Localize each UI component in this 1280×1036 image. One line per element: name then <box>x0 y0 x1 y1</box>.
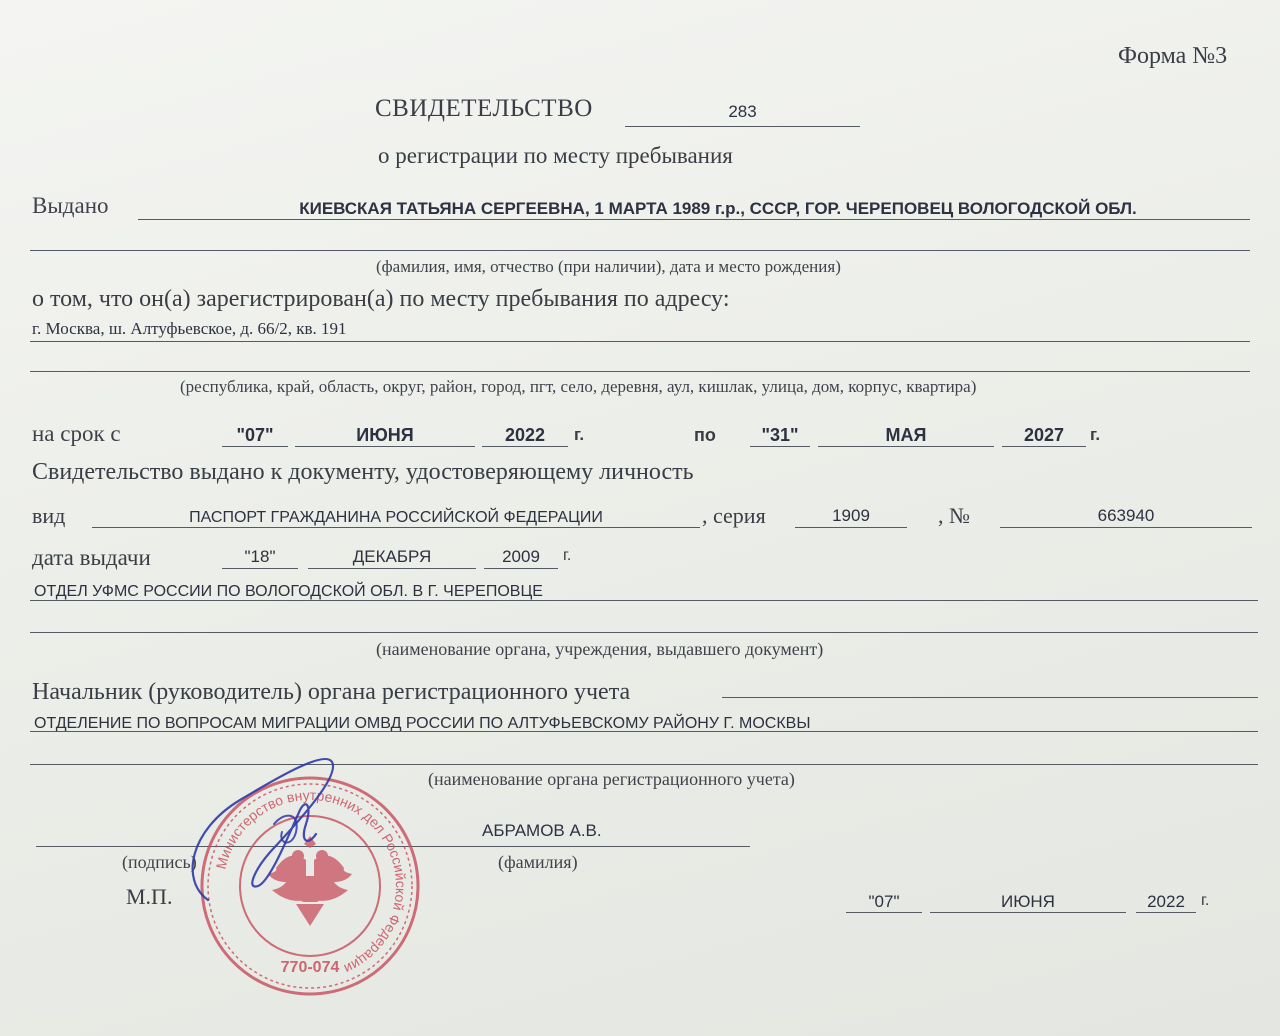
doc-series-value: 1909 <box>832 506 870 525</box>
signed-year-line <box>1136 912 1196 913</box>
stamp-ring-text: Министерство внутренних дел Российской Федерации <box>212 786 410 978</box>
term-to-month-line <box>818 446 994 447</box>
term-from-day: "07" <box>236 425 274 445</box>
registered-text: о том, что он(а) зарегистрирован(а) по месту пребывания по адресу: <box>32 286 730 312</box>
address-value: г. Москва, ш. Алтуфьевское, д. 66/2, кв. 191 <box>32 319 347 338</box>
term-to-month: МАЯ <box>885 425 927 445</box>
term-from-month: ИЮНЯ <box>356 425 414 445</box>
document-subtitle: о регистрации по месту пребывания <box>378 143 733 168</box>
head-line <box>722 697 1258 698</box>
surname-caption: (фамилия) <box>498 852 578 872</box>
address-line-1 <box>30 341 1250 342</box>
handwritten-signature <box>150 740 370 920</box>
seal-place: М.П. <box>126 884 173 909</box>
term-from-month-line <box>295 446 475 447</box>
doc-authority-caption: (наименование органа, учреждения, выдавшего документ) <box>376 639 824 659</box>
signer-name: АБРАМОВ А.В. <box>482 821 602 840</box>
issued-label: Выдано <box>32 193 109 218</box>
doc-authority-line-2 <box>30 632 1258 633</box>
document-title: СВИДЕТЕЛЬСТВО <box>375 95 593 122</box>
doc-type-line <box>92 527 700 528</box>
term-to-day: "31" <box>761 425 799 445</box>
doc-series-line <box>795 527 907 528</box>
signed-day-line <box>846 912 922 913</box>
signed-month-line <box>930 912 1126 913</box>
term-from-day-line <box>222 446 288 447</box>
doc-series-label: , серия <box>702 503 766 528</box>
term-label: на срок с <box>32 421 121 446</box>
signed-year-suffix: г. <box>1201 892 1210 909</box>
term-from-year-suffix: г. <box>574 425 585 444</box>
issued-line-1 <box>138 219 1250 220</box>
doc-issue-label: дата выдачи <box>32 545 151 570</box>
doc-number-line <box>1000 527 1252 528</box>
stamp-code: 770-074 <box>280 959 340 976</box>
reg-authority-caption: (наименование органа регистрационного учета) <box>428 769 795 789</box>
term-from-year-line <box>482 446 568 447</box>
signature-caption: (подпись) <box>122 852 197 872</box>
term-to-year-suffix: г. <box>1090 425 1101 444</box>
term-from-year: 2022 <box>504 425 546 445</box>
doc-number-value: 663940 <box>1097 506 1155 525</box>
doc-issue-day: "18" <box>244 547 276 566</box>
address-line-2 <box>30 371 1250 372</box>
doc-issue-month: ДЕКАБРЯ <box>352 547 432 566</box>
issued-line-2 <box>30 250 1250 251</box>
term-to-label: по <box>694 425 716 445</box>
term-to-year-line <box>1002 446 1086 447</box>
number-line <box>625 126 860 127</box>
reg-authority-line-1 <box>30 731 1258 732</box>
doc-type-label: вид <box>32 503 66 528</box>
doc-type-value: ПАСПОРТ ГРАЖДАНИНА РОССИЙСКОЙ ФЕДЕРАЦИИ <box>189 509 603 526</box>
doc-authority-line-1 <box>30 600 1258 601</box>
signed-month: ИЮНЯ <box>1001 892 1055 911</box>
term-to-day-line <box>750 446 810 447</box>
issued-to-value: КИЕВСКАЯ ТАТЬЯНА СЕРГЕЕВНА, 1 МАРТА 1989 г.р., СССР, ГОР. ЧЕРЕПОВЕЦ ВОЛОГОДСКОЙ ОБЛ. <box>299 199 1137 218</box>
head-label: Начальник (руководитель) органа регистрационного учета <box>32 679 631 705</box>
doc-issue-year: 2009 <box>502 547 540 566</box>
doc-issue-month-line <box>308 568 476 569</box>
address-caption: (республика, край, область, округ, район, город, пгт, село, деревня, аул, кишлак, улица, дом, корпус, квартира) <box>180 377 977 396</box>
document-text: Свидетельство выдано к документу, удостоверяющему личность <box>32 459 694 485</box>
doc-issue-year-line <box>484 568 558 569</box>
signed-day: "07" <box>868 892 900 911</box>
reg-authority: ОТДЕЛЕНИЕ ПО ВОПРОСАМ МИГРАЦИИ ОМВД РОССИИ ПО АЛТУФЬЕВСКОМУ РАЙОНУ Г. МОСКВЫ <box>34 715 811 732</box>
doc-number-label: , № <box>938 503 970 528</box>
doc-authority: ОТДЕЛ УФМС РОССИИ ПО ВОЛОГОДСКОЙ ОБЛ. В Г. ЧЕРЕПОВЦЕ <box>34 583 543 600</box>
issued-caption: (фамилия, имя, отчество (при наличии), дата и место рождения) <box>376 257 841 276</box>
form-number: Форма №3 <box>1118 43 1228 69</box>
doc-issue-day-line <box>222 568 298 569</box>
signed-year: 2022 <box>1147 892 1185 911</box>
doc-issue-year-suffix: г. <box>563 547 572 564</box>
term-to-year: 2027 <box>1023 425 1065 445</box>
certificate-number: 283 <box>728 102 757 121</box>
